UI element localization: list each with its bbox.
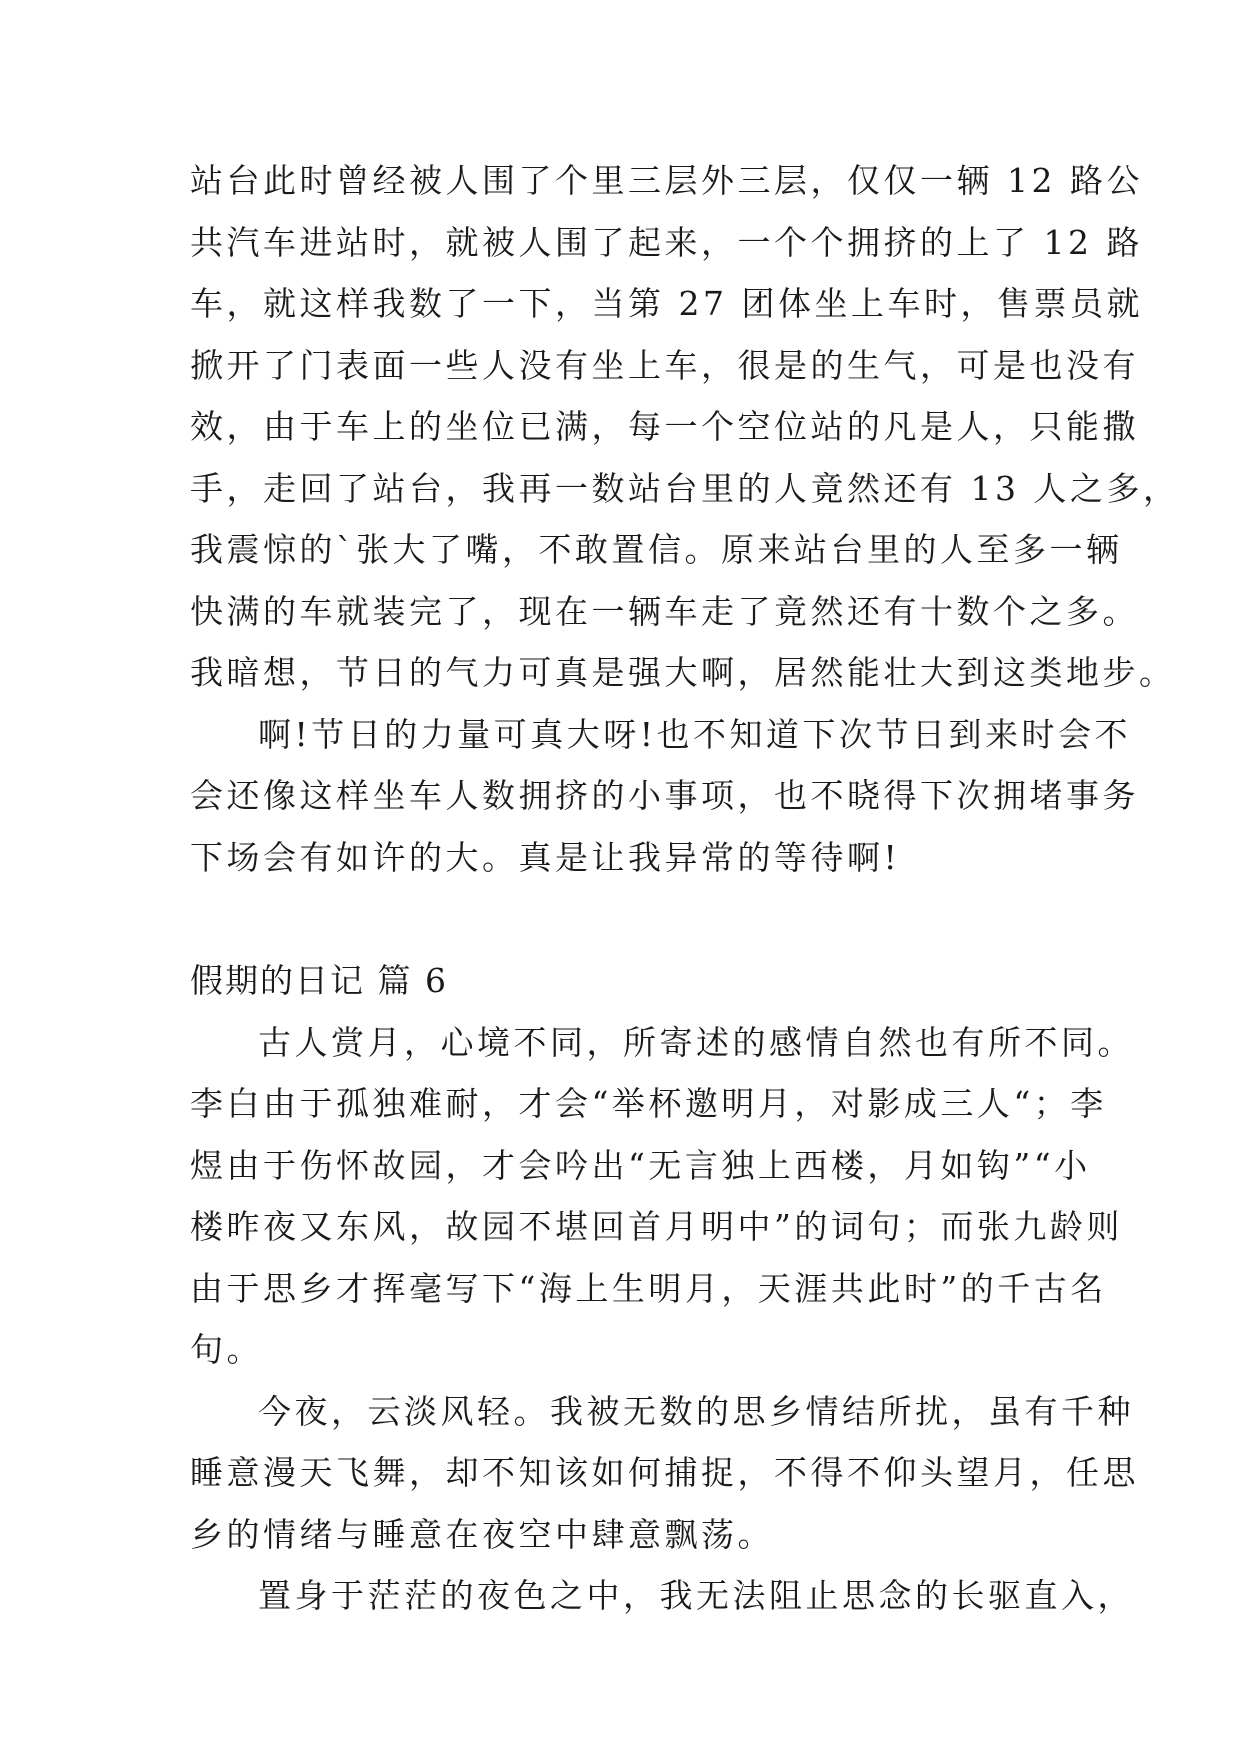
text-line: 乡的情绪与睡意在夜空中肆意飘荡。 <box>190 1514 774 1554</box>
text-line: 睡意漫天飞舞，却不知该如何捕捉，不得不仰头望月，任思 <box>190 1453 1139 1492</box>
text-line: 会还像这样坐车人数拥挤的小事项，也不晓得下次拥堵事务 <box>190 776 1139 815</box>
text-line: 今夜，云淡风轻。我被无数的思乡情结所扰，虽有千种 <box>258 1391 1134 1431</box>
text-line: 煜由于伤怀故园，才会吟出“无言独上西楼，月如钩”“小 <box>190 1145 1091 1185</box>
text-line: 李白由于孤独难耐，才会“举杯邀明月，对影成三人“；李 <box>190 1084 1107 1123</box>
text-line: 效，由于车上的坐位已满，每一个空位站的凡是人，只能撒 <box>190 407 1139 446</box>
section-heading: 假期的日记 篇 6 <box>190 961 448 1000</box>
text-line: 由于思乡才挥毫写下“海上生明月，天涯共此时”的千古名 <box>190 1268 1107 1308</box>
text-line: 共汽车进站时，就被人围了起来，一个个拥挤的上了 12 路 <box>190 222 1143 262</box>
section-spacer <box>190 888 1050 950</box>
paragraph-night-scene <box>190 1565 1134 1627</box>
paragraph-ancient-moon <box>190 1012 1134 1381</box>
paragraph-station-crowd <box>190 150 1180 704</box>
text-line: 我暗想，节日的气力可真是强大啊，居然能壮大到这类地步。 <box>190 653 1176 692</box>
text-line: 下场会有如许的大。真是让我异常的等待啊! <box>190 837 901 877</box>
text-line: 掀开了门表面一些人没有坐上车，很是的生气，可是也没有 <box>190 345 1139 385</box>
text-line: 我震惊的`张大了嘴，不敢置信。原来站台里的人至多一辆 <box>190 530 1123 569</box>
paragraph-holiday-power <box>190 704 1139 889</box>
text-line: 车，就这样我数了一下，当第 27 团体坐上车时，售票员就 <box>190 284 1143 323</box>
text-line: 句。 <box>190 1330 263 1369</box>
text-line: 楼昨夜又东风，故园不堪回首月明中”的词句；而张九龄则 <box>190 1207 1123 1246</box>
text-line: 啊!节日的力量可真大呀!也不知道下次节日到来时会不 <box>258 714 1132 754</box>
text-line: 古人赏月，心境不同，所寄述的感情自然也有所不同。 <box>258 1022 1134 1062</box>
text-line: 手，走回了站台，我再一数站台里的人竟然还有 13 人之多， <box>190 468 1180 508</box>
text-line: 快满的车就装完了，现在一辆车走了竟然还有十数个之多。 <box>190 591 1139 631</box>
document-page <box>190 150 1180 1627</box>
text-line: 站台此时曾经被人围了个里三层外三层，仅仅一辆 12 路公 <box>190 161 1143 200</box>
text-line: 置身于茫茫的夜色之中，我无法阻止思念的长驱直入， <box>258 1576 1134 1615</box>
paragraph-tonight <box>190 1381 1139 1566</box>
